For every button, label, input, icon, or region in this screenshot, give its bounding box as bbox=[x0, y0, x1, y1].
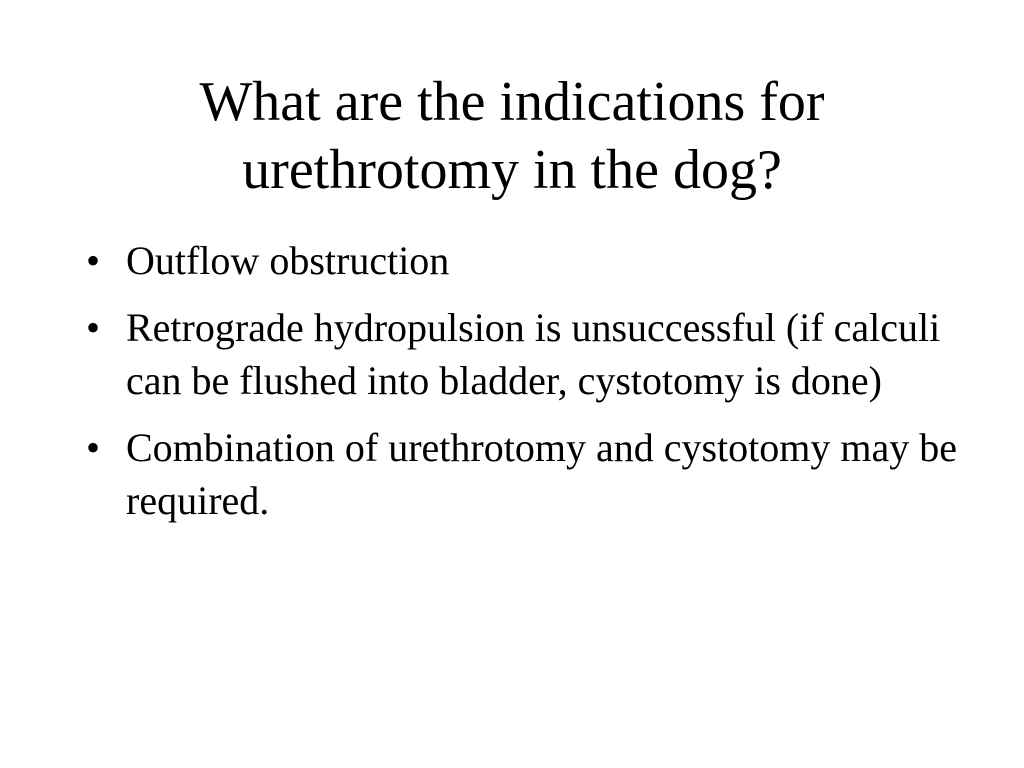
bullet-list bbox=[80, 234, 960, 541]
bullet-icon: • bbox=[86, 238, 101, 283]
bullet-item bbox=[80, 421, 960, 527]
bullet-icon: • bbox=[86, 425, 101, 470]
bullet-text: Outflow obstruction bbox=[126, 238, 450, 283]
bullet-icon: • bbox=[86, 305, 101, 350]
slide-title: What are the indications for urethrotomy in the dog? bbox=[199, 71, 825, 201]
bullet-text: Combination of urethrotomy and cystotomy may be required. bbox=[126, 425, 957, 523]
bullet-item bbox=[80, 234, 960, 287]
bullet-text: Retrograde hydropulsion is unsuccessful (if calculi can be flushed into bladder, cystotomy is done) bbox=[126, 305, 941, 403]
bullet-item bbox=[80, 301, 960, 407]
